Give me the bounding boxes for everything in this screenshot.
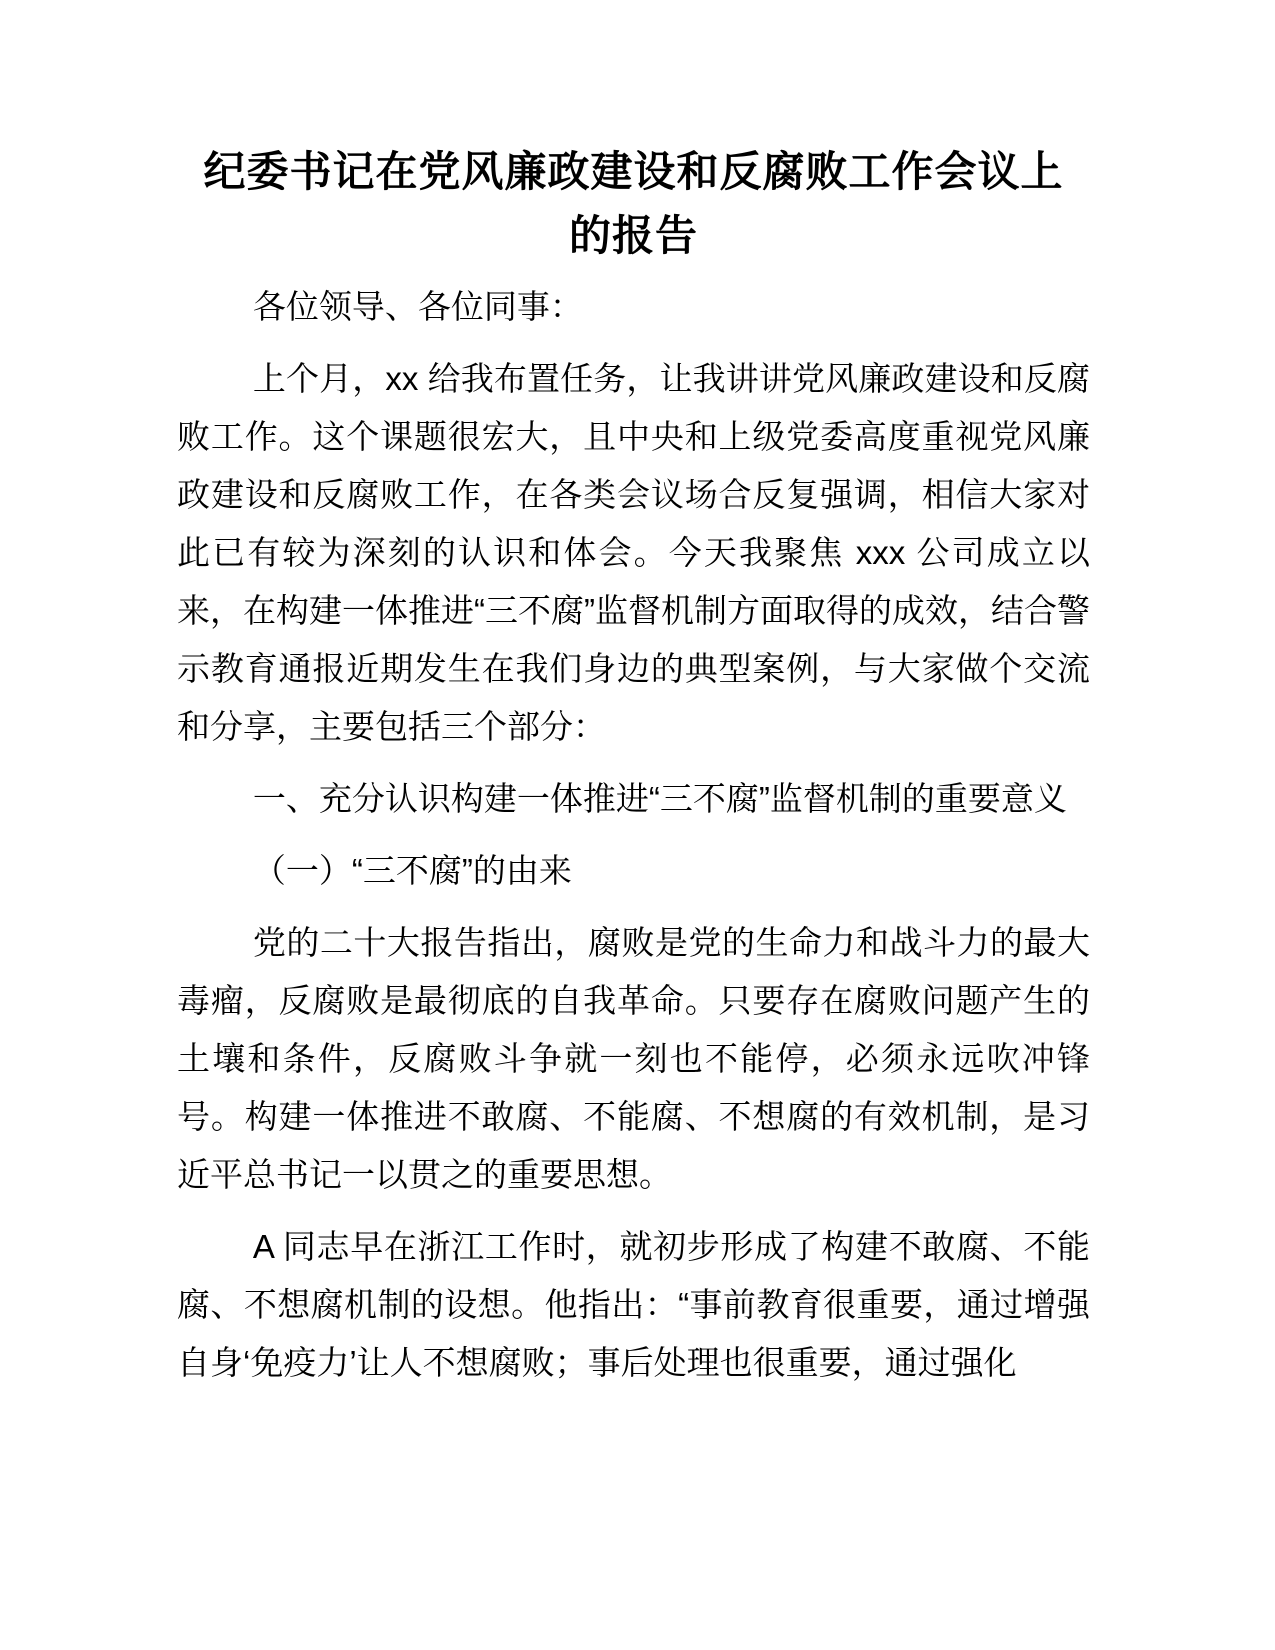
paragraph-subsection-1-1-heading: （一）“三不腐”的由来 — [252, 852, 572, 889]
paragraph-introduction: 上个月，xx 给我布置任务，让我讲讲党风廉政建设和反腐败工作。这个课题很宏大，且中央和上级党委高度重视党风廉政建设和反腐败工作，在各类会议场合反复强调，相信大家对此已有较为深刻的认识和体会。今天我聚焦 xxx 公司成立以来，在构建一体推进“三不腐”监督机制方面取得的成效，结合警示教育通报近期发生在我们身边的典型案例，与大家做个交流和分享，主要包括三个部分： — [177, 360, 1090, 745]
document-title-line-1: 纪委书记在党风廉政建设和反腐败工作会议上 — [203, 148, 1064, 195]
paragraph-salutation: 各位领导、各位同事： — [252, 288, 583, 325]
paragraph-section-1-heading: 一、充分认识构建一体推进“三不腐”监督机制的重要意义 — [252, 780, 1067, 817]
paragraph-comrade-a: A 同志早在浙江工作时，就初步形成了构建不敢腐、不能腐、不想腐机制的设想。他指出：“事前教育很重要，通过增强自身‘免疫力’让人不想腐败；事后处理也很重要，通过强化 — [177, 1228, 1090, 1381]
paragraph-20th-congress: 党的二十大报告指出，腐败是党的生命力和战斗力的最大毒瘤，反腐败是最彻底的自我革命。只要存在腐败问题产生的土壤和条件，反腐败斗争就一刻也不能停，必须永远吹冲锋号。构建一体推进不敢腐、不能腐、不想腐的有效机制，是习近平总书记一以贯之的重要思想。 — [177, 924, 1090, 1193]
document-title-line-2: 的报告 — [568, 212, 698, 259]
document-title — [177, 140, 1090, 268]
